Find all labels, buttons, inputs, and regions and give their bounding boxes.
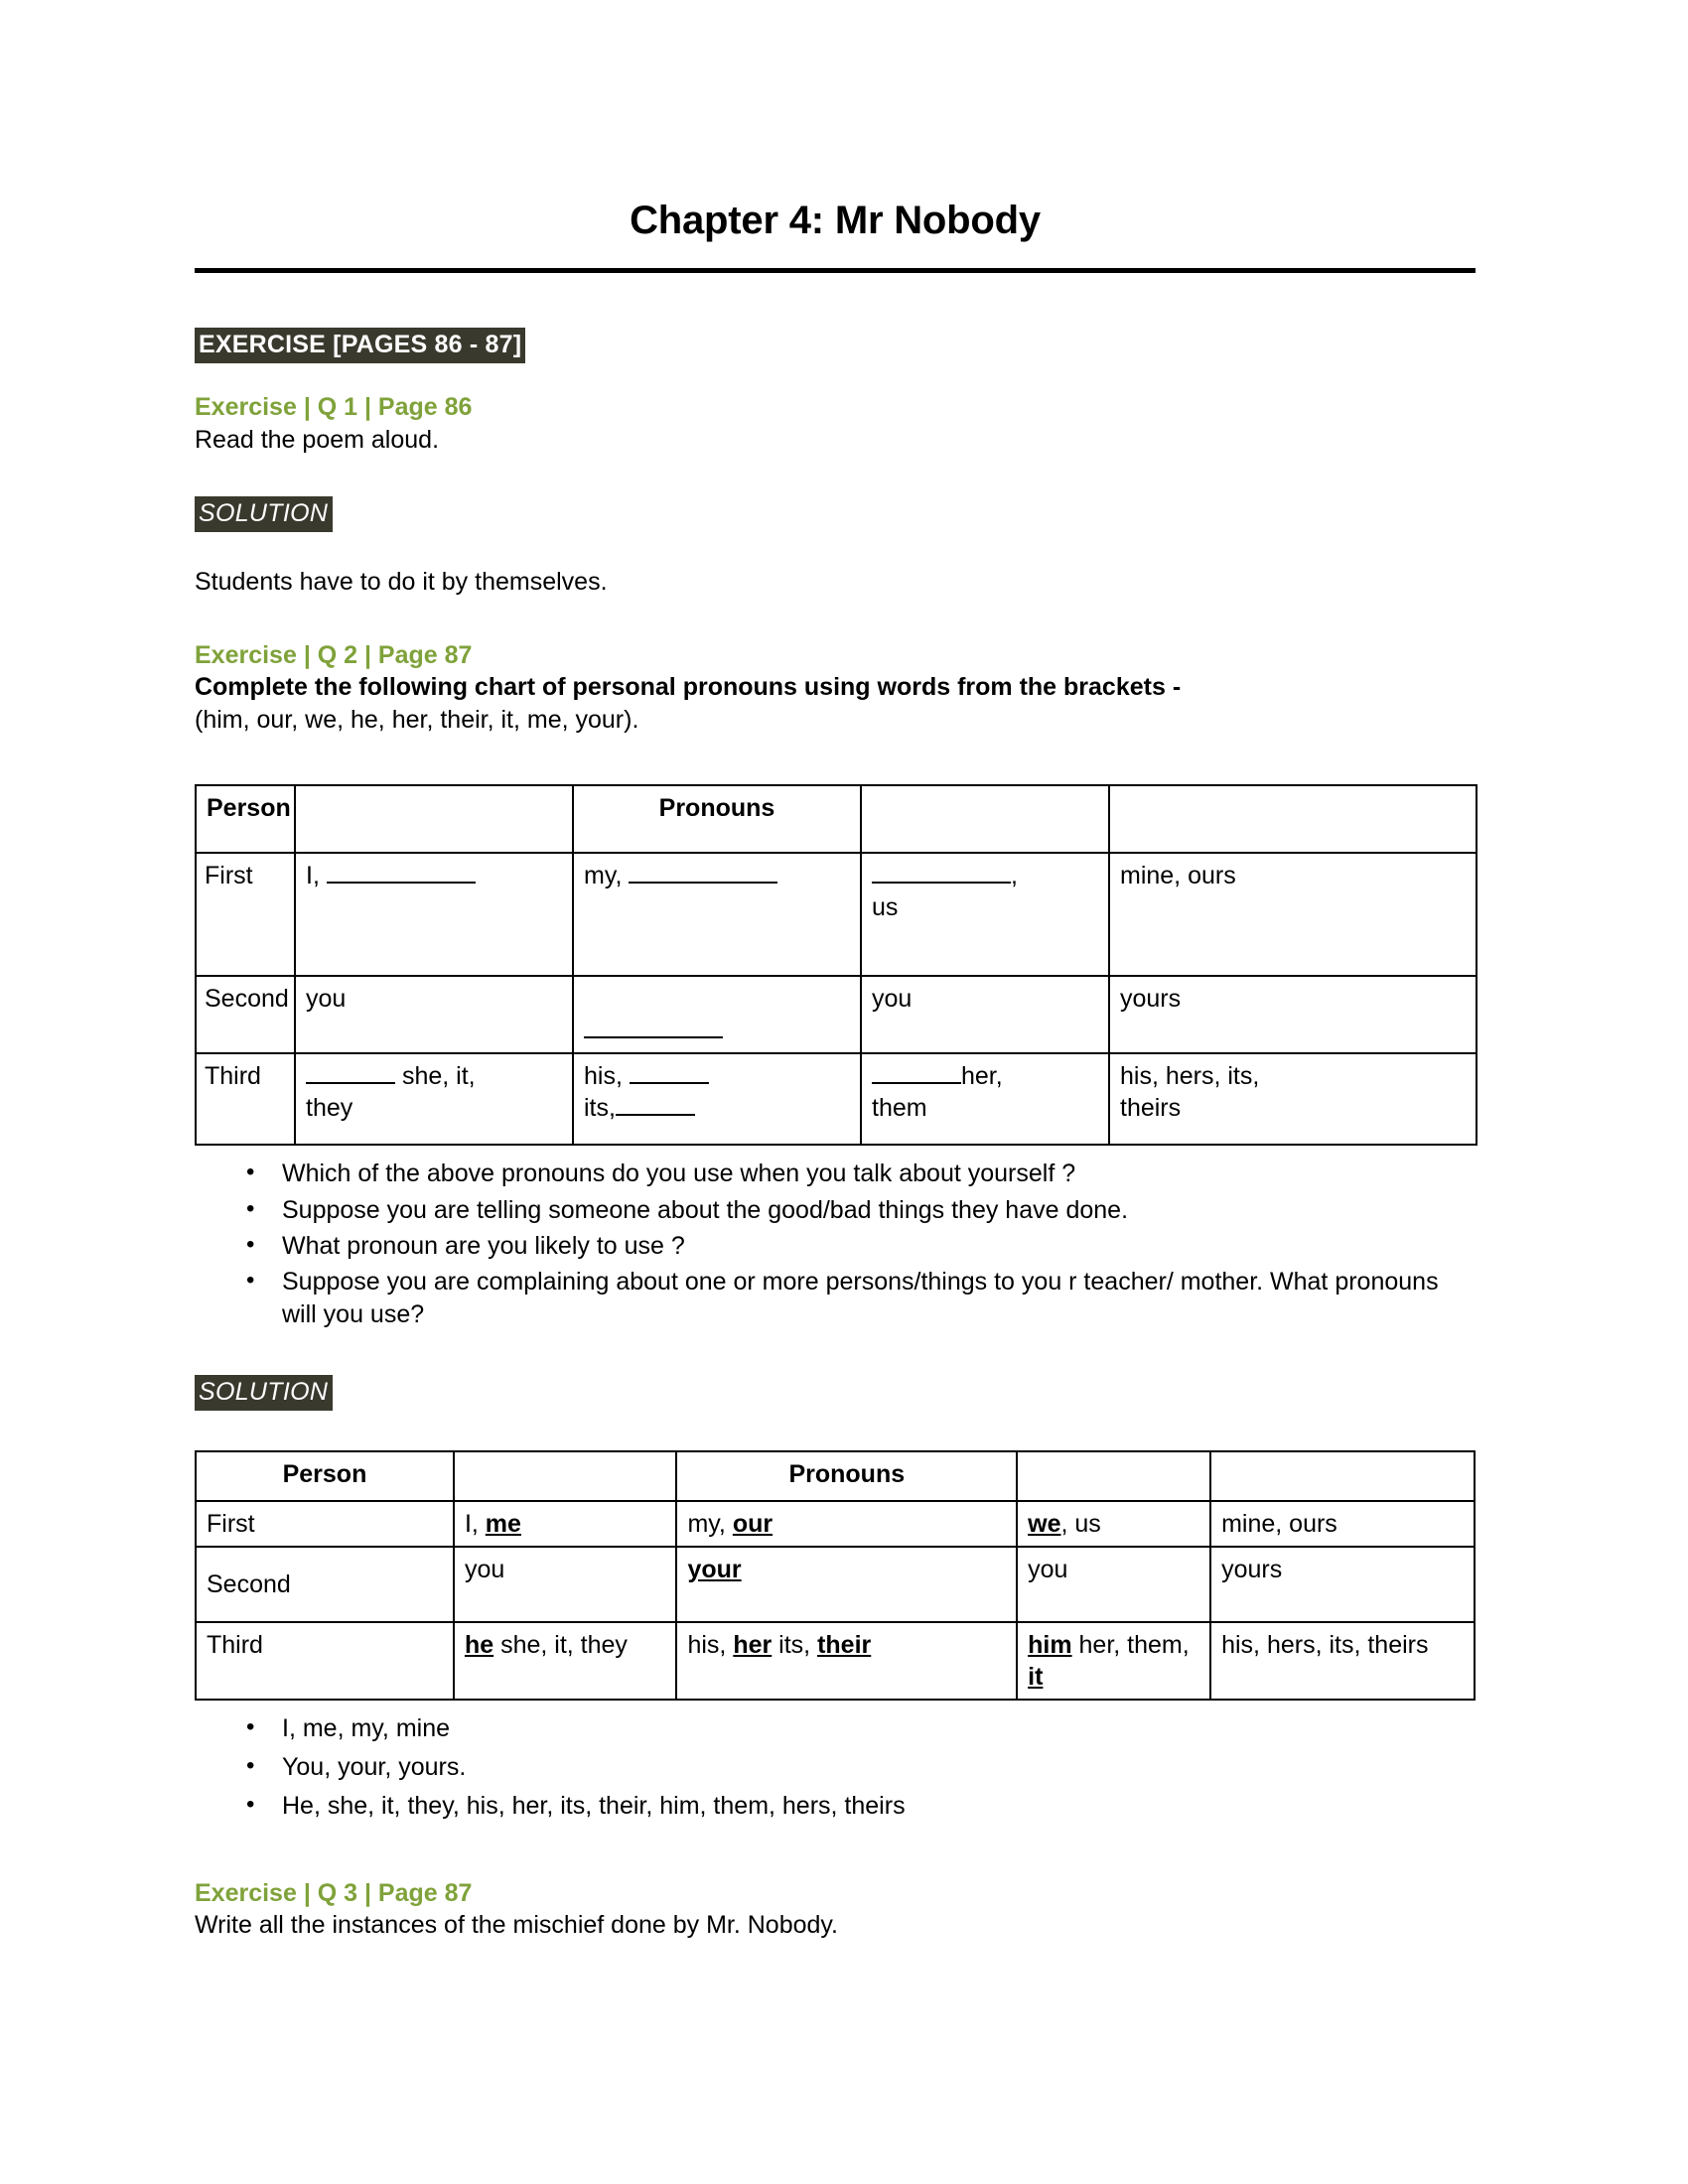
st-r2-person: Second bbox=[196, 1547, 454, 1622]
answer-word: her bbox=[733, 1630, 773, 1659]
st-header-blank-2 bbox=[1017, 1451, 1210, 1501]
st-r1-person: First bbox=[196, 1501, 454, 1547]
answer-word: him bbox=[1028, 1630, 1072, 1659]
st-r1-c3 bbox=[676, 1501, 1017, 1547]
st-r2-c3 bbox=[676, 1547, 1017, 1622]
qt-r1-c4-line2: us bbox=[872, 893, 899, 922]
blank-line bbox=[872, 1082, 961, 1084]
qt-r3-c5 bbox=[1109, 1053, 1477, 1145]
st-r1-c4 bbox=[1017, 1501, 1210, 1547]
blank-line bbox=[616, 1114, 695, 1116]
bullet-icon: • bbox=[246, 1267, 255, 1294]
qt-r3-c2 bbox=[295, 1053, 573, 1145]
answer-word: our bbox=[732, 1509, 774, 1538]
st-r2-c5 bbox=[1210, 1547, 1475, 1622]
st-header-blank-1 bbox=[454, 1451, 677, 1501]
st-r1-c2 bbox=[454, 1501, 677, 1547]
cell-text: his, hers, its, theirs bbox=[1221, 1630, 1429, 1659]
st-r1-c5 bbox=[1210, 1501, 1475, 1547]
table-row bbox=[196, 1501, 1475, 1547]
qt-r3-c4 bbox=[861, 1053, 1109, 1145]
solution-label-1: SOLUTION bbox=[195, 496, 333, 532]
cell-text: , us bbox=[1060, 1509, 1101, 1538]
list-item bbox=[246, 1230, 1476, 1263]
list-item bbox=[246, 1790, 1476, 1823]
bullet-icon: • bbox=[246, 1791, 255, 1819]
st-r2-c2 bbox=[454, 1547, 677, 1622]
st-r3-c4 bbox=[1017, 1622, 1210, 1700]
qt-r3-c4-line2: them bbox=[872, 1094, 927, 1123]
cell-text: yours bbox=[1221, 1555, 1283, 1583]
list-item bbox=[246, 1266, 1476, 1332]
cell-text: she, it, they bbox=[493, 1630, 628, 1659]
table-row bbox=[196, 853, 1477, 976]
qt-header-blank-2 bbox=[861, 785, 1109, 853]
answer-word: he bbox=[464, 1630, 494, 1659]
blank-line bbox=[630, 1082, 709, 1084]
st-header-pronouns: Pronouns bbox=[676, 1451, 1017, 1501]
qt-r3-c2-line2: they bbox=[306, 1094, 353, 1123]
st-r2-c4 bbox=[1017, 1547, 1210, 1622]
q1-heading: Exercise | Q 1 | Page 86 bbox=[195, 393, 473, 422]
st-header-person: Person bbox=[196, 1451, 454, 1501]
q2-brackets: (him, our, we, he, her, their, it, me, your). bbox=[195, 706, 639, 735]
qt-r2-c4: you bbox=[861, 976, 1109, 1053]
q2-solution-bullet-list bbox=[195, 1712, 1476, 1824]
bullet-icon: • bbox=[246, 1194, 255, 1222]
q1-question: Read the poem aloud. bbox=[195, 425, 440, 454]
st-r3-person: Third bbox=[196, 1622, 454, 1700]
st-header-blank-3 bbox=[1210, 1451, 1475, 1501]
cell-text: her, them, bbox=[1071, 1630, 1190, 1659]
answer-word: your bbox=[687, 1555, 742, 1583]
qt-r3-c5-line2: theirs bbox=[1120, 1094, 1182, 1123]
table-row bbox=[196, 976, 1477, 1053]
list-item-text: You, your, yours. bbox=[282, 1753, 467, 1781]
qt-r1-c3 bbox=[573, 853, 861, 976]
q3-question: Write all the instances of the mischief done by Mr. Nobody. bbox=[195, 1911, 838, 1939]
qt-header-pronouns: Pronouns bbox=[573, 785, 861, 853]
cell-text: mine, ours bbox=[1221, 1509, 1337, 1538]
q1-solution-text: Students have to do it by themselves. bbox=[195, 568, 608, 596]
list-item-text: I, me, my, mine bbox=[282, 1713, 451, 1742]
q2-bullet-list bbox=[195, 1158, 1476, 1331]
qt-r3-person: Third bbox=[196, 1053, 295, 1145]
blank-line bbox=[872, 882, 1011, 884]
qt-r3-c4-post: her, bbox=[961, 1062, 1003, 1091]
list-item bbox=[246, 1751, 1476, 1784]
qt-r2-c5: yours bbox=[1109, 976, 1477, 1053]
cell-text: its, bbox=[772, 1630, 818, 1659]
q3-heading: Exercise | Q 3 | Page 87 bbox=[195, 1878, 473, 1907]
bullet-icon: • bbox=[246, 1712, 255, 1740]
cell-text: you bbox=[464, 1555, 505, 1583]
list-item-text: Which of the above pronouns do you use when you talk about yourself ? bbox=[282, 1160, 1076, 1188]
blank-line bbox=[327, 882, 476, 884]
title-divider bbox=[195, 268, 1476, 273]
qt-r2-person: Second bbox=[196, 976, 295, 1053]
qt-header-blank-3 bbox=[1109, 785, 1477, 853]
q2-solution-banner-row bbox=[195, 1375, 1476, 1411]
answer-word: it bbox=[1028, 1662, 1044, 1691]
blank-line bbox=[629, 882, 777, 884]
bullet-icon: • bbox=[246, 1230, 255, 1258]
list-item-text: Suppose you are complaining about one or more persons/things to you r teacher/ mother. What pronouns will you use? bbox=[282, 1268, 1439, 1329]
q2-heading: Exercise | Q 2 | Page 87 bbox=[195, 640, 473, 669]
qt-r1-c3-pre: my, bbox=[584, 862, 630, 890]
solution-label-2: SOLUTION bbox=[195, 1375, 333, 1411]
answer-word: me bbox=[485, 1509, 521, 1538]
qt-r3-c2-post: she, it, bbox=[395, 1062, 476, 1091]
qt-r3-c3-pre2: its, bbox=[584, 1094, 616, 1123]
qt-r3-c5-line1: his, hers, its, bbox=[1120, 1062, 1260, 1091]
list-item bbox=[246, 1158, 1476, 1190]
st-r3-c2 bbox=[454, 1622, 677, 1700]
qt-r3-c3 bbox=[573, 1053, 861, 1145]
bullet-icon: • bbox=[246, 1752, 255, 1779]
cell-text: you bbox=[1028, 1555, 1068, 1583]
qt-r1-c2 bbox=[295, 853, 573, 976]
qt-r2-c3 bbox=[573, 976, 861, 1053]
exercise-banner-row bbox=[195, 328, 1476, 363]
cell-text: I, bbox=[464, 1509, 486, 1538]
pronoun-question-table bbox=[195, 784, 1477, 1146]
list-item-text: What pronoun are you likely to use ? bbox=[282, 1231, 685, 1260]
blank-line bbox=[306, 1082, 395, 1084]
qt-r1-c4-post: , bbox=[1011, 862, 1018, 890]
qt-header-person: Person bbox=[196, 785, 295, 853]
exercise-banner: EXERCISE [PAGES 86 - 87] bbox=[195, 328, 525, 363]
page-title: Chapter 4: Mr Nobody bbox=[630, 199, 1041, 242]
qt-r1-c2-pre: I, bbox=[306, 862, 327, 890]
cell-text: his, bbox=[687, 1630, 734, 1659]
q2-question: Complete the following chart of personal pronouns using words from the brackets - bbox=[195, 673, 1182, 702]
cell-text: my, bbox=[687, 1509, 733, 1538]
table-row bbox=[196, 1547, 1475, 1622]
answer-word: we bbox=[1028, 1509, 1061, 1538]
qt-r2-c2: you bbox=[295, 976, 573, 1053]
st-r3-c5 bbox=[1210, 1622, 1475, 1700]
list-item-text: Suppose you are telling someone about the good/bad things they have done. bbox=[282, 1195, 1129, 1224]
list-item bbox=[246, 1712, 1476, 1745]
table-header-row bbox=[196, 1451, 1475, 1501]
qt-r1-person: First bbox=[196, 853, 295, 976]
table-row bbox=[196, 1622, 1475, 1700]
list-item-text: He, she, it, they, his, her, its, their, him, them, hers, theirs bbox=[282, 1792, 906, 1821]
pronoun-solution-table bbox=[195, 1450, 1476, 1701]
qt-r1-c5: mine, ours bbox=[1109, 853, 1477, 976]
answer-word: their bbox=[817, 1630, 872, 1659]
qt-r1-c4 bbox=[861, 853, 1109, 976]
qt-header-blank-1 bbox=[295, 785, 573, 853]
blank-line bbox=[584, 1036, 723, 1038]
q1-solution-banner-row bbox=[195, 496, 1476, 532]
bullet-icon: • bbox=[246, 1159, 255, 1186]
st-r3-c3 bbox=[676, 1622, 1017, 1700]
qt-r3-c3-pre: his, bbox=[584, 1062, 630, 1091]
list-item bbox=[246, 1194, 1476, 1227]
table-row bbox=[196, 1053, 1477, 1145]
document-content bbox=[195, 0, 1476, 1942]
table-header-row bbox=[196, 785, 1477, 853]
